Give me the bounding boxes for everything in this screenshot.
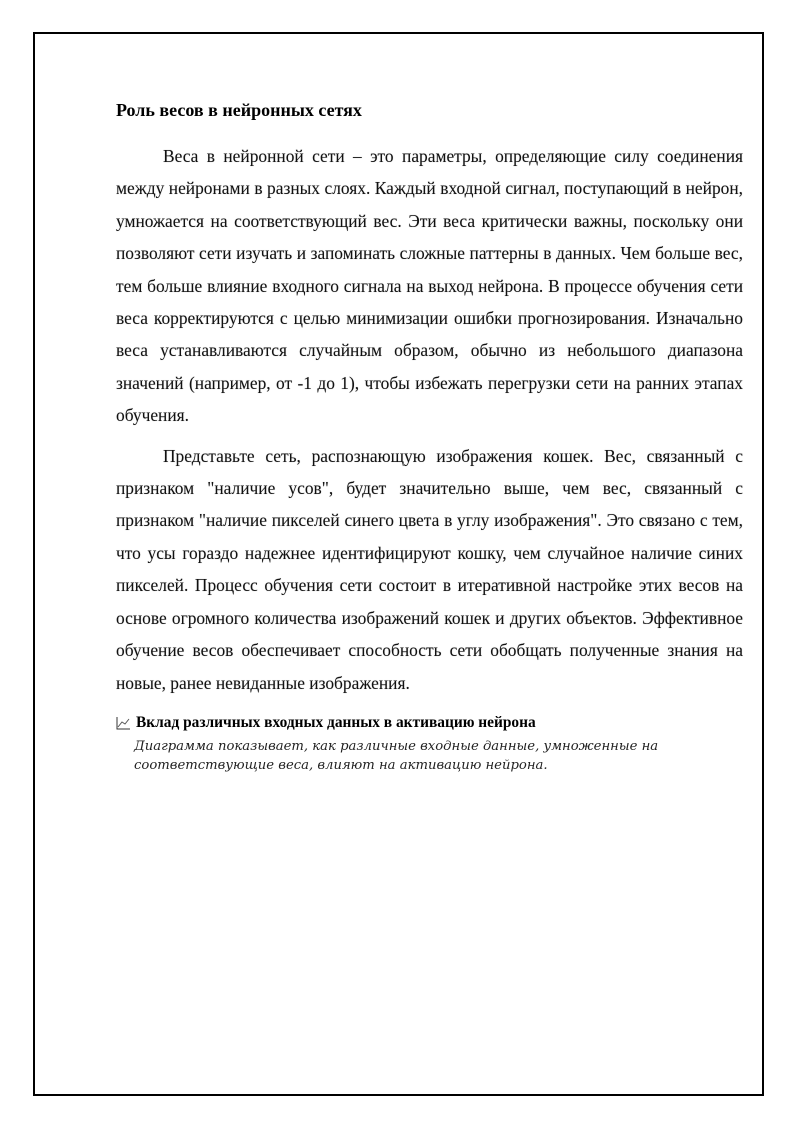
document-page <box>33 32 764 1096</box>
paragraph-cat-example: Представьте сеть, распознающую изображения кошек. Вес, связанный с признаком "наличие усов", будет значительно выше, чем вес, связанный с признаком "наличие пикселей синего цвета в углу изображения". Это связано с тем, что усы гораздо надежнее идентифицируют кошку, чем случайное наличие синих пикселей. Процесс обучения сети состоит в итеративной настройке этих весов на основе огромного количества изображений кошек и других объектов. Эффективное обучение весов обеспечивает способность сети обобщать полученные знания на новые, ранее невиданные изображения. <box>116 445 743 693</box>
chart-line-icon <box>116 716 131 730</box>
figure-caption <box>116 713 743 775</box>
paragraph-weights-definition: Веса в нейронной сети – это параметры, определяющие силу соединения между нейронами в разных слоях. Каждый входной сигнал, поступающий в нейрон, умножается на соответствующий вес. Эти веса критически важны, поскольку они позволяют сети изучать и запоминать сложные паттерны в данных. Чем больше вес, тем больше влияние входного сигнала на выход нейрона. В процессе обучения сети веса корректируются с целью минимизации ошибки прогнозирования. Изначально веса устанавливаются случайным образом, обычно из небольшого диапазона значений (например, от -1 до 1), чтобы избежать перегрузки сети на ранних этапах обучения. <box>116 146 743 426</box>
section-heading: Роль весов в нейронных сетях <box>116 100 362 120</box>
figure-description: Диаграмма показывает, как различные входные данные, умноженные на соответствующие веса, влияют на активацию нейрона. <box>134 738 659 773</box>
document-content <box>116 99 743 775</box>
figure-title: Вклад различных входных данных в активацию нейрона <box>136 713 536 731</box>
figure-title-row <box>116 713 743 733</box>
